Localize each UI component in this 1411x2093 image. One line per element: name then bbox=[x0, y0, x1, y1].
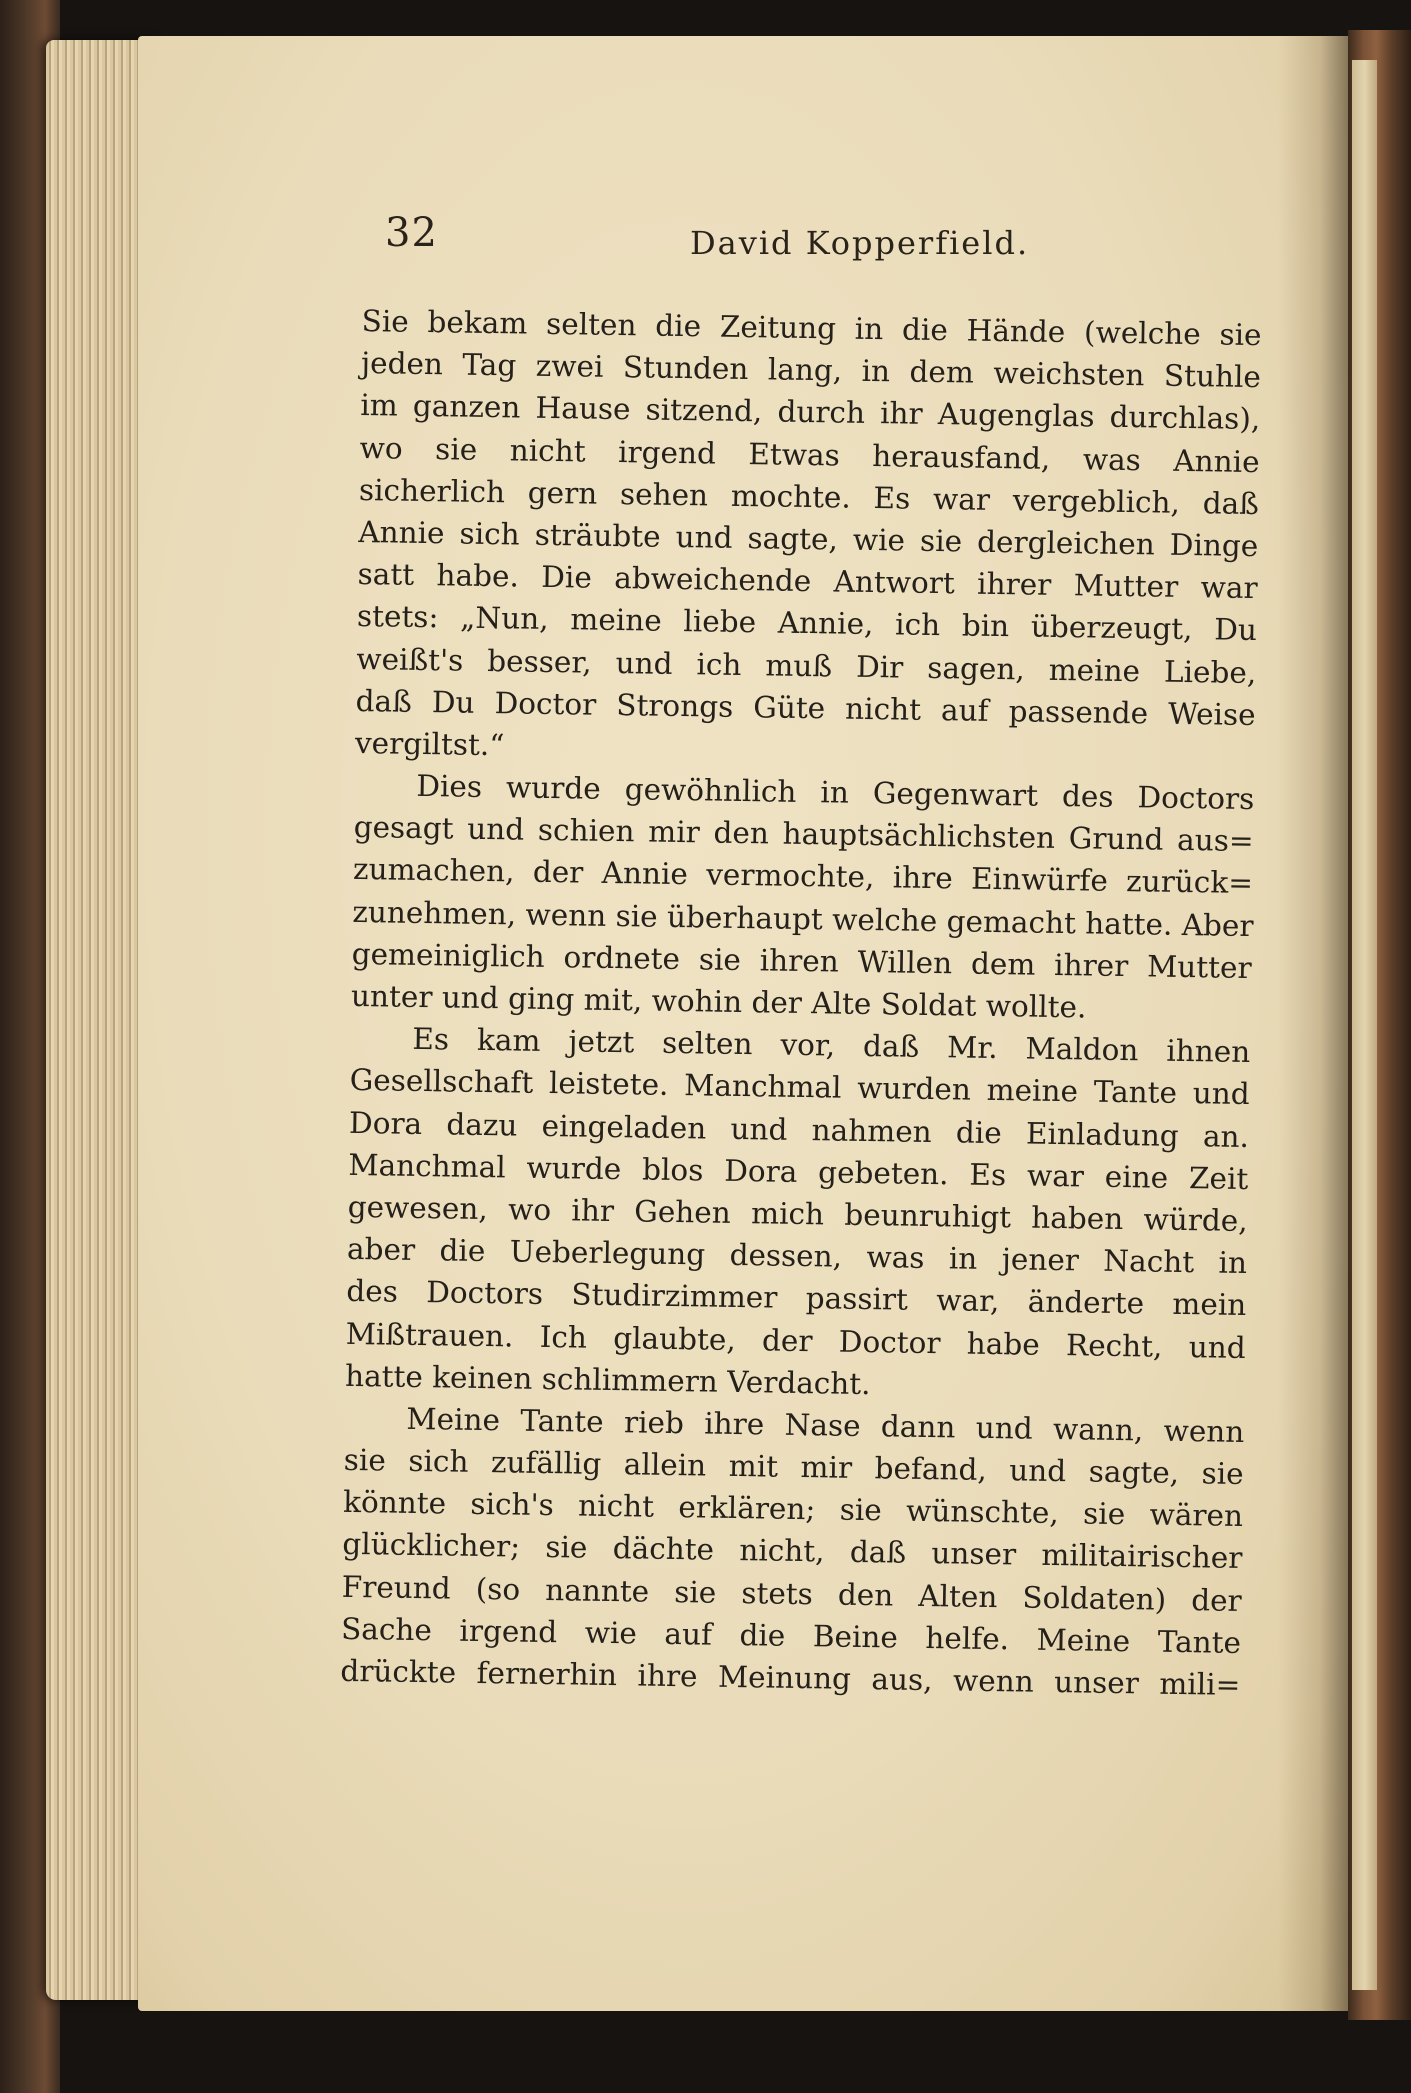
text-line: Manchmal wurde blos Dora gebeten. Es war eine Zeit bbox=[348, 1147, 1249, 1196]
text-line: Mißtrauen. Ich glaubte, der Doctor habe Recht, und bbox=[345, 1316, 1246, 1365]
text-line: drückte fernerhin ihre Meinung aus, wenn unser mili= bbox=[340, 1653, 1241, 1702]
text-line: wo sie nicht irgend Etwas herausfand, was Annie bbox=[359, 430, 1260, 479]
text-line: gemeiniglich ordnete sie ihren Willen dem ihrer Mutter bbox=[351, 936, 1252, 985]
text-line: vergiltst.“ bbox=[354, 725, 505, 763]
text-line: im ganzen Hause sitzend, durch ihr Augenglas durchlas), bbox=[360, 388, 1261, 437]
text-line: zumachen, der Annie vermochte, ihre Einwürfe zurück= bbox=[352, 852, 1254, 901]
text-line: sicherlich gern sehen mochte. Es war vergeblich, daß bbox=[358, 472, 1260, 521]
text-line: unter und ging mit, wohin der Alte Soldat wollte. bbox=[350, 978, 1087, 1025]
paragraph bbox=[340, 1397, 1245, 1706]
page-edge-right bbox=[1352, 60, 1377, 1990]
text-line: Freund (so nannte sie stets den Alten Soldaten) der bbox=[341, 1569, 1242, 1618]
text-line: daß Du Doctor Strongs Güte nicht auf passende Weise bbox=[355, 683, 1256, 732]
text-line: Sache irgend wie auf die Beine helfe. Meine Tante bbox=[340, 1611, 1242, 1660]
text-line: gesagt und schien mir den hauptsächlichsten Grund aus= bbox=[353, 810, 1254, 859]
text-line: zunehmen, wenn sie überhaupt welche gemacht hatte. Aber bbox=[352, 894, 1254, 943]
text-line: Sie bekam selten die Zeitung in die Hände (welche sie bbox=[361, 303, 1262, 353]
text-line: Gesellschaft leistete. Manchmal wurden meine Tante und bbox=[349, 1063, 1250, 1112]
text-line: Annie sich sträubte und sagte, wie sie dergleichen Dinge bbox=[358, 514, 1259, 564]
text-line: des Doctors Studirzimmer passirt war, änderte mein bbox=[346, 1274, 1247, 1323]
paragraph bbox=[355, 300, 1262, 778]
running-head bbox=[385, 210, 1245, 280]
paragraph bbox=[351, 764, 1255, 1031]
paragraph bbox=[345, 1017, 1251, 1411]
text-line: Es kam jetzt selten vor, daß Mr. Maldon ihnen bbox=[412, 1022, 1251, 1070]
text-line: hatte keinen schlimmern Verdacht. bbox=[344, 1358, 871, 1401]
body-text bbox=[340, 300, 1262, 1706]
text-line: Dora dazu eingeladen und nahmen die Einladung an. bbox=[348, 1105, 1250, 1154]
gutter-shadow bbox=[1278, 36, 1348, 2011]
text-line: glücklicher; sie dächte nicht, daß unser militairischer bbox=[342, 1527, 1243, 1576]
text-line: sie sich zufällig allein mit mir befand, und sagte, sie bbox=[343, 1442, 1244, 1492]
text-line: könnte sich's nicht erklären; sie wünschte, sie wären bbox=[342, 1485, 1244, 1534]
text-line: weißt's besser, und ich muß Dir sagen, meine Liebe, bbox=[356, 641, 1257, 690]
text-line: jeden Tag zwei Stunden lang, in dem weichsten Stuhle bbox=[360, 346, 1262, 395]
text-line: stets: „Nun, meine liebe Annie, ich bin überzeugt, Du bbox=[356, 599, 1258, 648]
text-line: satt habe. Die abweichende Antwort ihrer Mutter war bbox=[357, 557, 1258, 606]
text-line: Meine Tante rieb ihre Nase dann und wann, wenn bbox=[406, 1401, 1245, 1449]
text-line: gewesen, wo ihr Gehen mich beunruhigt haben würde, bbox=[347, 1189, 1248, 1238]
running-title: David Kopperfield. bbox=[690, 224, 1030, 262]
text-line: Dies wurde gewöhnlich in Gegenwart des Doctors bbox=[416, 768, 1255, 817]
page-number: 32 bbox=[385, 210, 438, 256]
text-line: aber die Ueberlegung dessen, was in jener Nacht in bbox=[346, 1232, 1248, 1281]
